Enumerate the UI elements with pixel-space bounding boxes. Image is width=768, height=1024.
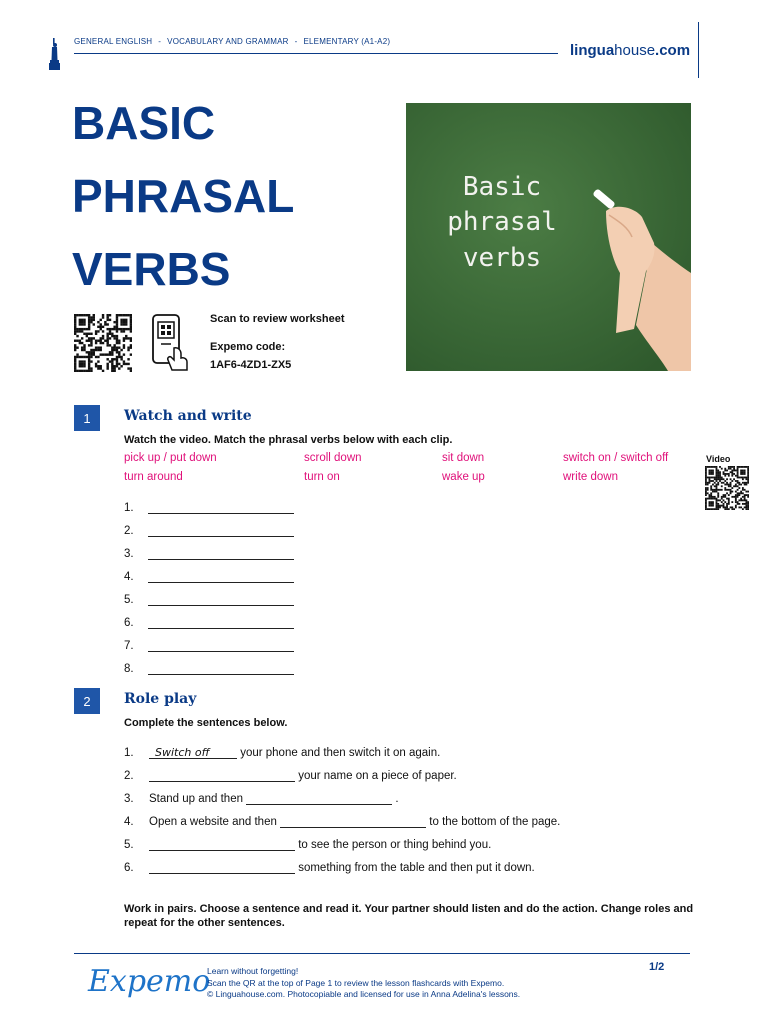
sentence	[124, 746, 440, 759]
sentence	[124, 792, 399, 805]
expemo-logo[interactable]: Expemo	[88, 964, 211, 999]
logo-part: house	[614, 42, 656, 59]
answer-line[interactable]	[124, 662, 294, 675]
blank-field[interactable]	[149, 838, 295, 851]
item-number: 3.	[124, 793, 134, 805]
section-title: Role play	[124, 691, 197, 707]
sentence-text: your name on a piece of paper.	[298, 770, 457, 782]
chalk-text: verbs	[462, 243, 542, 273]
page-title-line: BASIC	[72, 97, 216, 149]
section-instruction: Watch the video. Match the phrasal verbs below with each clip.	[124, 434, 453, 446]
item-number: 2.	[124, 525, 134, 537]
page-number: 1/2	[649, 961, 665, 973]
item-number: 6.	[124, 862, 134, 874]
blank-field[interactable]	[149, 861, 295, 874]
item-number: 6.	[124, 617, 134, 629]
phrasal-verb: turn on	[304, 471, 340, 483]
phrasal-verb: turn around	[124, 471, 183, 483]
answer-line[interactable]	[124, 570, 294, 583]
video-label: Video	[706, 454, 731, 464]
page-title-line: VERBS	[72, 243, 231, 295]
qr-code-icon[interactable]	[74, 314, 132, 372]
scan-instruction: Scan to review worksheet	[210, 313, 345, 325]
sentence-text: Stand up and then	[149, 793, 243, 805]
answer-line[interactable]	[124, 616, 294, 629]
pair-work-instruction: Work in pairs. Choose a sentence and read it. Your partner should listen and do the action. Change roles and repeat for the other sentences.	[124, 903, 694, 929]
sentence	[124, 769, 457, 782]
item-number: 3.	[124, 548, 134, 560]
breadcrumb-item: ELEMENTARY (A1-A2)	[303, 37, 391, 46]
footer-line: Learn without forgetting!	[207, 966, 299, 976]
statue-of-liberty-icon	[46, 36, 62, 72]
chalkboard-image	[406, 103, 691, 371]
page-title-line: PHRASAL	[72, 170, 295, 222]
answer-line[interactable]	[124, 593, 294, 606]
section-number: 1	[74, 405, 100, 431]
phrasal-verb: write down	[563, 471, 618, 483]
sentence	[124, 815, 560, 828]
sentence	[124, 861, 535, 874]
header-rule	[74, 53, 558, 54]
item-number: 4.	[124, 816, 134, 828]
chalk-text: Basic	[462, 172, 542, 202]
breadcrumb-separator: -	[158, 37, 162, 46]
phone-scan-icon	[150, 314, 190, 372]
item-number: 4.	[124, 571, 134, 583]
answer-line[interactable]	[124, 524, 294, 537]
item-number: 2.	[124, 770, 134, 782]
phrasal-verb: scroll down	[304, 452, 362, 464]
sentence-text: .	[395, 793, 399, 805]
blank-field[interactable]	[148, 501, 294, 514]
sentence-text: Open a website and then	[149, 816, 277, 828]
blank-field[interactable]	[148, 524, 294, 537]
breadcrumb-item: VOCABULARY AND GRAMMAR	[167, 37, 289, 46]
footer-text	[207, 966, 520, 1001]
footer-line: © Linguahouse.com. Photocopiable and licensed for use in Anna Adelina's lessons.	[207, 989, 521, 999]
answer-line[interactable]	[124, 639, 294, 652]
section-instruction: Complete the sentences below.	[124, 717, 288, 729]
chalk-text: phrasal	[447, 207, 557, 237]
phrasal-verb: pick up / put down	[124, 452, 217, 464]
sentence-text: to the bottom of the page.	[429, 816, 561, 828]
sentence	[124, 838, 491, 851]
item-number: 1.	[124, 747, 134, 759]
header-vertical-rule	[698, 22, 699, 78]
logo-part: .com	[655, 42, 691, 59]
phrasal-verb: sit down	[442, 452, 485, 464]
blank-field[interactable]	[246, 792, 392, 805]
item-number: 1.	[124, 502, 134, 514]
sentence-text: to see the person or thing behind you.	[298, 839, 492, 851]
breadcrumb-separator: -	[294, 37, 298, 46]
phrasal-verb: switch on / switch off	[563, 452, 669, 464]
blank-field[interactable]	[148, 616, 294, 629]
linguahouse-logo[interactable]	[570, 42, 690, 59]
footer-rule	[74, 953, 690, 954]
breadcrumb-item: GENERAL ENGLISH	[74, 37, 153, 46]
video-qr-code-icon[interactable]	[705, 466, 749, 510]
blank-field[interactable]	[148, 639, 294, 652]
blank-field[interactable]	[148, 547, 294, 560]
section-title: Watch and write	[124, 408, 252, 424]
blank-field[interactable]	[149, 769, 295, 782]
answer-line[interactable]	[124, 501, 294, 514]
sentence-text: something from the table and then put it down.	[298, 862, 535, 874]
item-number: 5.	[124, 839, 134, 851]
section-number: 2	[74, 688, 100, 714]
item-number: 7.	[124, 640, 134, 652]
sentence-text: your phone and then switch it on again.	[240, 747, 441, 759]
footer-line: Scan the QR at the top of Page 1 to review the lesson flashcards with Expemo.	[207, 977, 505, 988]
breadcrumb	[74, 37, 390, 46]
expemo-code-value: 1AF6-4ZD1-ZX5	[210, 359, 292, 371]
blank-field[interactable]	[280, 815, 426, 828]
blank-field[interactable]	[148, 570, 294, 583]
expemo-code-label: Expemo code:	[210, 341, 286, 353]
item-number: 8.	[124, 663, 134, 675]
item-number: 5.	[124, 594, 134, 606]
blank-field[interactable]	[148, 593, 294, 606]
blank-field[interactable]: Switch off	[149, 746, 237, 759]
phrasal-verb: wake up	[442, 471, 485, 483]
chalkboard-illustration	[406, 103, 691, 371]
logo-part: lingua	[570, 42, 615, 59]
answer-line[interactable]	[124, 547, 294, 560]
blank-field[interactable]	[148, 662, 294, 675]
